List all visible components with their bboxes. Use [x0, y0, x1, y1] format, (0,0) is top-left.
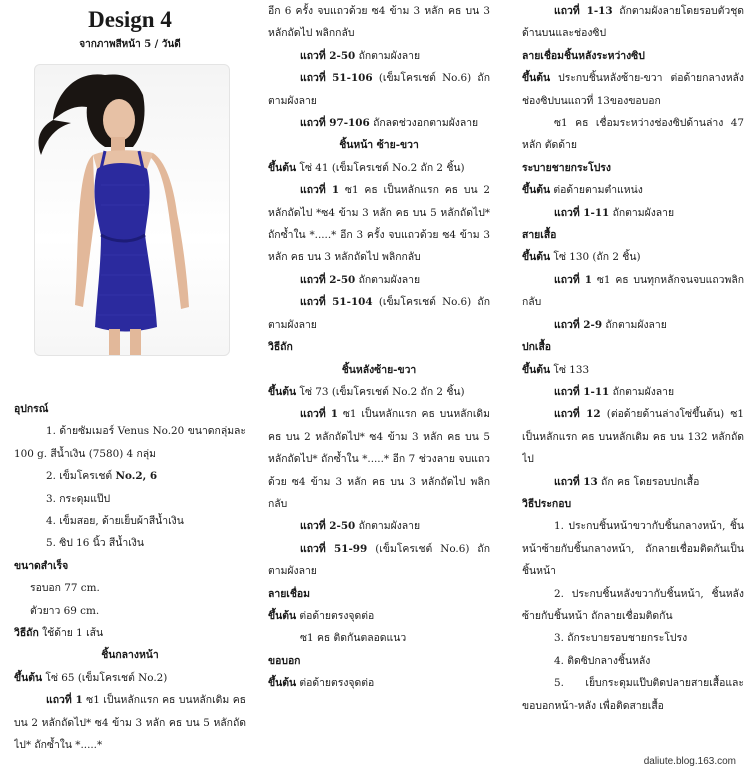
material-item: 2. เข็มโครเชต์ No.2, 6 [46, 470, 158, 483]
row-instruction: แถวที่ 51-104 (เข็มโครเชต์ No.6) ถักตามผังลาย [268, 296, 490, 331]
row-instruction: แถวที่ 1-13 ถักตามผังลายโดยรอบตัวชุดด้านบนและช่องซิป [522, 5, 744, 40]
start-line: ขึ้นต้น โซ่ 41 (เข็มโครเชต์ No.2 ถัก 2 ชิ้น) [268, 161, 465, 174]
start-line: ขึ้นต้น โซ่ 133 [522, 363, 590, 376]
row-instruction: แถวที่ 2-50 ถักตามผังลาย [300, 273, 421, 286]
assembly-step: 4. ติดซิปกลางชิ้นหลัง [554, 654, 651, 667]
continued-text: อีก 6 ครั้ง จบแถวด้วย ซ4 ข้าม 3 หลัก คธ บน 3 หลักถัดไป พลิกกลับ [268, 5, 490, 40]
start-line: ขึ้นต้น โซ่ 73 (เข็มโครเชต์ No.2 ถัก 2 ชิ้น) [268, 385, 465, 398]
size-item: รอบอก 77 cm. [30, 582, 100, 595]
front-heading: ชิ้นหน้า ซ้าย-ขวา [339, 139, 419, 152]
zip-connect-heading: ลายเชื่อมชิ้นหลังระหว่างซิป [522, 49, 645, 62]
start-line: ขึ้นต้น ต่อด้ายตรงจุดต่อ [268, 677, 375, 690]
connect-heading: ลายเชื่อม [268, 587, 310, 600]
row-instruction: แถวที่ 51-106 (เข็มโครเชต์ No.6) ถักตามผังลาย [268, 72, 490, 107]
material-item: 4. เข็มสอย, ด้ายเย็บผ้าสีน้ำเงิน [46, 515, 184, 528]
material-item: 3. กระดุมแป๊ป [46, 492, 111, 505]
start-line: ขึ้นต้น ต่อด้ายตรงจุดต่อ [268, 609, 375, 622]
row-instruction: แถวที่ 2-50 ถักตามผังลาย [300, 520, 421, 533]
material-item: 5. ซิป 16 นิ้ว สีน้ำเงิน [46, 537, 144, 550]
instruction-line: ซ1 คธ ติดกันตลอดแนว [300, 632, 407, 645]
size-item: ตัวยาว 69 cm. [30, 604, 100, 617]
center-front-heading: ชิ้นกลางหน้า [101, 649, 159, 662]
row-instruction: แถวที่ 1 ซ1 คธ เป็นหลักแรก คธ บน 2 หลักถัดไป *ซ4 ข้าม 3 หลัก คธ บน 5 หลักถัดไป* ถักซ้ำใน *.....* อีก 3 ครั้ง จบแถวด้วย ซ4 ข้าม 3 หลัก คธ บน 3 หลักถัดไป พลิกกลับ [268, 184, 490, 264]
start-line: ขึ้นต้น โซ่ 65 (เข็มโครเชต์ No.2) [14, 671, 168, 684]
row-instruction: แถวที่ 1 ซ1 เป็นหลักแรก คธ บนหลักเดิม คธ บน 2 หลักถัดไป* ซ4 ข้าม 3 หลัก คธ บน 5 หลักถัดไป* ถักซ้ำใน *.....* [14, 694, 246, 752]
row-instruction: แถวที่ 13 ถัก คธ โดยรอบปกเสื้อ [554, 475, 700, 488]
method-line: วิธีถัก ใช้ด้าย 1 เส้น [14, 627, 104, 640]
assembly-step: 5. เย็บกระดุมแป๊บติดปลายสายเสื้อและขอบอกหน้า-หลัง เพื่อติดสายเสื้อ [522, 677, 744, 712]
start-line: ขึ้นต้น ประกบชิ้นหลังซ้าย-ขวา ต่อด้ายกลางหลังช่องซิปบนแถวที่ 13ของขอบอก [522, 72, 744, 107]
assembly-step: 3. ถักระบายรอบชายกระโปรง [554, 632, 688, 645]
column-2 [268, 0, 490, 753]
assembly-heading: วิธีประกอบ [522, 497, 572, 510]
row-instruction: แถวที่ 12 (ต่อด้ายด้านล่างโซ่ขึ้นต้น) ซ1 เป็นหลักแรก คธ บนหลักเดิม คธ บน 132 หลักถัดไป [522, 408, 744, 466]
row-instruction: แถวที่ 1 ซ1 คธ บนทุกหลักจนจบแถวพลิกกลับ [522, 273, 744, 309]
row-instruction: แถวที่ 1-11 ถักตามผังลาย [554, 385, 675, 398]
strap-heading: สายเสื้อ [522, 229, 557, 242]
collar-heading: ปกเสื้อ [522, 341, 552, 354]
subtitle: จากภาพสีหน้า 5 / วันดี [79, 39, 181, 50]
instruction-line: ซ1 คธ เชื่อมระหว่างช่องซิปด้านล่าง 47 หลัก ตัดด้าย [522, 117, 744, 152]
assembly-step: 1. ประกบชิ้นหน้าขวากับชิ้นกลางหน้า, ชิ้นหน้าซ้ายกับชิ้นกลางหน้า, ถักลายเชื่อมติดกันเป็นชิ้นหน้า [522, 520, 744, 578]
column-1 [14, 0, 246, 753]
column-1-text [14, 398, 246, 753]
assembly-step: 2. ประกบชิ้นหลังขวากับชิ้นหน้า, ชิ้นหลังซ้ายกับชิ้นหน้า ถักลายเชื่อมติดกัน [522, 587, 744, 622]
model-photo [34, 64, 230, 356]
method-heading: วิธีถัก [268, 341, 293, 354]
start-line: ขึ้นต้น โซ่ 130 (ถัก 2 ชิ้น) [522, 251, 641, 264]
size-heading: ขนาดสำเร็จ [14, 559, 69, 572]
row-instruction: แถวที่ 1 ซ1 เป็นหลักแรก คธ บนหลักเดิม คธ บน 2 หลักถัดไป* ซ4 ข้าม 3 หลัก คธ บน 5 หลักถัดไป* ถักซ้ำใน *.....* อีก 7 ช่วงลาย จบแถวด้วย ซ4 ข้าม 3 หลัก คธ บน 3 หลักถัดไป พลิกกลับ [268, 408, 490, 510]
edge-heading: ขอบอก [268, 654, 301, 667]
hem-heading: ระบายชายกระโปรง [522, 161, 611, 174]
row-instruction: แถวที่ 1-11 ถักตามผังลาย [554, 206, 675, 219]
materials-heading: อุปกรณ์ [14, 403, 49, 415]
material-item: 1. ด้ายซัมเมอร์ Venus No.20 ขนาดกลุ่มละ 100 g. สีน้ำเงิน (7580) 4 กลุ่ม [14, 425, 246, 460]
start-line: ขึ้นต้น ต่อด้ายตามตำแหน่ง [522, 184, 643, 197]
row-instruction: แถวที่ 2-9 ถักตามผังลาย [554, 318, 667, 331]
watermark-url: daliute.blog.163.com [643, 756, 736, 767]
back-heading: ชิ้นหลังซ้าย-ขวา [341, 363, 417, 376]
model-illustration [35, 65, 229, 355]
column-3 [522, 0, 744, 753]
page-title: Design 4 [88, 7, 172, 32]
row-instruction: แถวที่ 97-106 ถักลดช่วงอกตามผังลาย [300, 117, 479, 130]
row-instruction: แถวที่ 51-99 (เข็มโครเชต์ No.6) ถักตามผังลาย [268, 542, 490, 578]
row-instruction: แถวที่ 2-50 ถักตามผังลาย [300, 49, 421, 62]
